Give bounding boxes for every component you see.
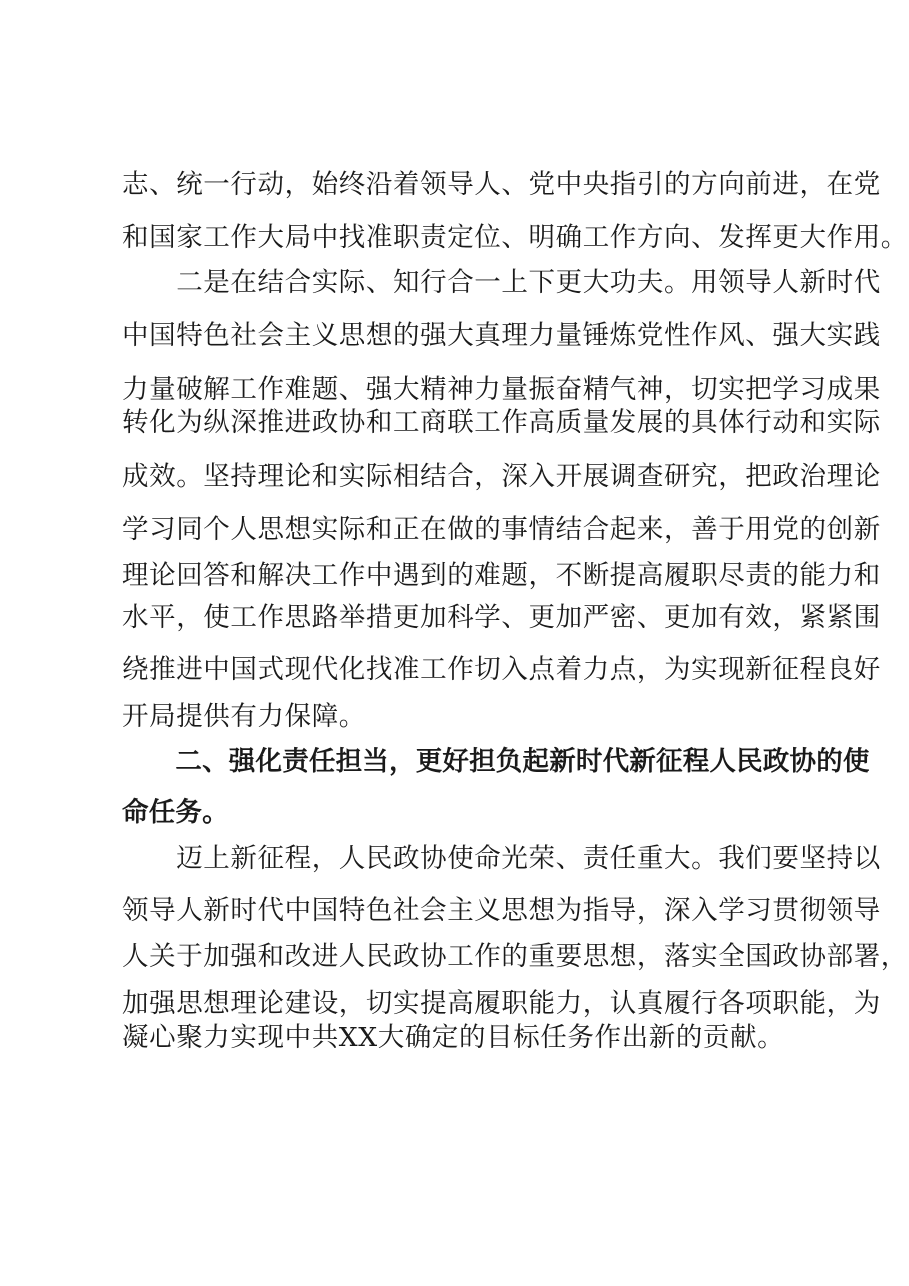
section-heading-continued: 命任务。 xyxy=(122,797,229,828)
text-line: 力量破解工作难题、强大精神力量振奋精气神，切实把学习成果 xyxy=(122,374,881,405)
text-line: 中国特色社会主义思想的强大真理力量锤炼党性作风、强大实践 xyxy=(122,320,881,351)
text-line: 凝心聚力实现中共XX大确定的目标任务作出新的贡献。 xyxy=(122,1022,785,1053)
text-line: 学习同个人思想实际和正在做的事情结合起来，善于用党的创新 xyxy=(122,514,881,545)
text-line: 领导人新时代中国特色社会主义思想为指导，深入学习贯彻领导 xyxy=(122,895,881,926)
section-heading: 二、强化责任担当，更好担负起新时代新征程人民政协的使 xyxy=(122,746,870,777)
text-line: 和国家工作大局中找准职责定位、明确工作方向、发挥更大作用。 xyxy=(122,222,908,253)
text-line: 人关于加强和改进人民政协工作的重要思想，落实全国政协部署， xyxy=(122,941,908,972)
text-line: 成效。坚持理论和实际相结合，深入开展调查研究，把政治理论 xyxy=(122,461,881,492)
text-line: 志、统一行动，始终沿着领导人、党中央指引的方向前进，在党 xyxy=(122,169,881,200)
text-line: 转化为纵深推进政协和工商联工作高质量发展的具体行动和实际 xyxy=(122,407,881,438)
text-line: 加强思想理论建设，切实提高履职能力，认真履行各项职能，为 xyxy=(122,988,881,1019)
text-line: 开局提供有力保障。 xyxy=(122,701,366,732)
text-line: 理论回答和解决工作中遇到的难题，不断提高履职尽责的能力和 xyxy=(122,560,881,591)
text-line: 绕推进中国式现代化找准工作切入点着力点，为实现新征程良好 xyxy=(122,654,881,685)
text-line: 水平，使工作思路举措更加科学、更加严密、更加有效，紧紧围 xyxy=(122,602,881,633)
paragraph-start-line: 迈上新征程，人民政协使命光荣、责任重大。我们要坚持以 xyxy=(122,843,881,874)
paragraph-start-line: 二是在结合实际、知行合一上下更大功夫。用领导人新时代 xyxy=(122,267,881,298)
